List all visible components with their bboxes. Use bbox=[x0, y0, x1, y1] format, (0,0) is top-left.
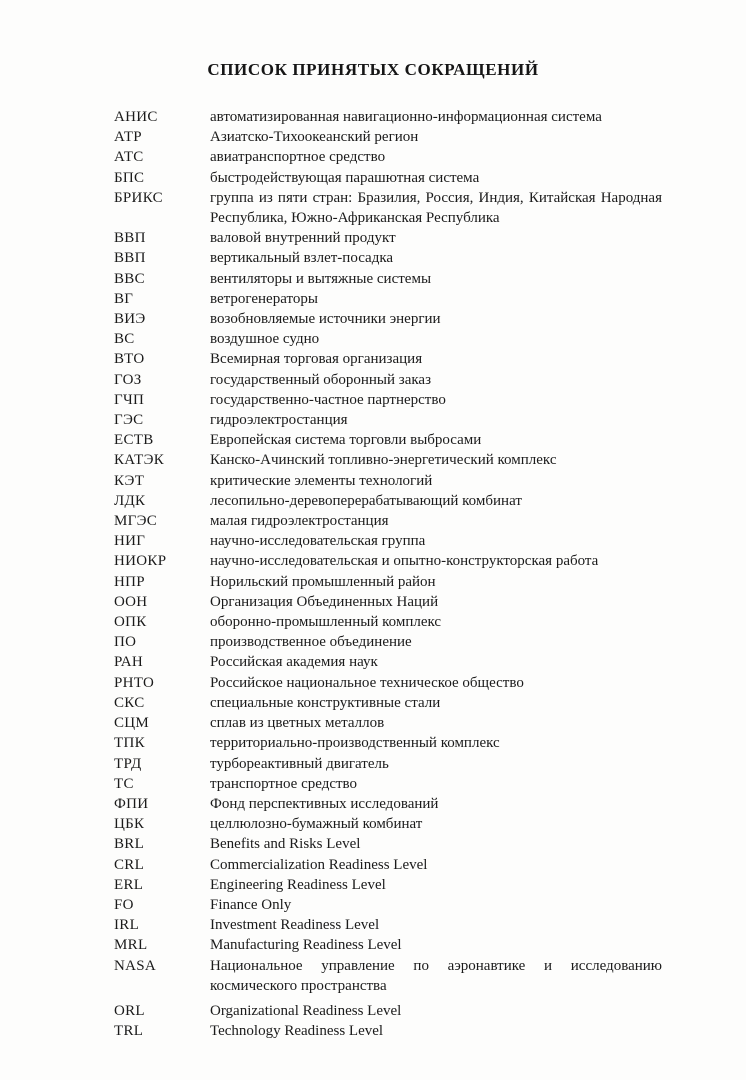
abbreviation-term: НПР bbox=[114, 573, 145, 590]
abbreviation-definition: территориально-производственный комплекс bbox=[210, 735, 500, 752]
abbreviation-term: КЭТ bbox=[114, 472, 145, 489]
abbreviation-row bbox=[114, 693, 662, 713]
abbreviation-row bbox=[114, 329, 662, 349]
abbreviation-term: CRL bbox=[114, 856, 145, 873]
abbreviation-row bbox=[114, 289, 662, 309]
abbreviation-definition: Investment Readiness Level bbox=[210, 917, 380, 934]
abbreviation-row bbox=[114, 531, 662, 551]
abbreviation-definition: государственный оборонный заказ bbox=[210, 371, 432, 388]
abbreviation-row bbox=[114, 269, 662, 289]
abbreviation-row bbox=[114, 309, 662, 329]
abbreviation-row bbox=[114, 915, 662, 935]
abbreviation-row bbox=[114, 511, 662, 531]
page-title: СПИСОК ПРИНЯТЫХ СОКРАЩЕНИЙ bbox=[207, 60, 539, 79]
abbreviation-term: ВС bbox=[114, 331, 135, 348]
abbreviation-term: IRL bbox=[114, 917, 140, 934]
abbreviation-definition: Finance Only bbox=[210, 896, 292, 913]
abbreviation-definition: Европейская система торговли выбросами bbox=[210, 432, 482, 449]
abbreviation-term: ГЭС bbox=[114, 412, 144, 429]
abbreviation-definition: лесопильно-деревоперерабатывающий комбинат bbox=[210, 492, 522, 509]
abbreviation-definition: Организация Объединенных Наций bbox=[210, 593, 439, 610]
abbreviation-term: ВИЭ bbox=[114, 311, 146, 328]
abbreviation-term: СКС bbox=[114, 694, 145, 711]
abbreviation-row bbox=[114, 349, 662, 369]
abbreviation-term: FO bbox=[114, 896, 134, 913]
abbreviation-definition: Benefits and Risks Level bbox=[210, 836, 361, 853]
abbreviation-term: ГОЗ bbox=[114, 371, 142, 388]
abbreviation-row bbox=[114, 956, 662, 996]
abbreviation-definition: Азиатско-Тихоокеанский регион bbox=[210, 129, 419, 146]
abbreviation-definition: критические элементы технологий bbox=[210, 472, 433, 489]
abbreviation-row bbox=[114, 713, 662, 733]
abbreviation-term: ERL bbox=[114, 876, 144, 893]
abbreviation-definition: научно-исследовательская и опытно-конструкторская работа bbox=[210, 553, 599, 570]
abbreviation-definition: сплав из цветных металлов bbox=[210, 715, 385, 732]
abbreviation-row bbox=[114, 147, 662, 167]
abbreviation-term: MRL bbox=[114, 937, 148, 954]
abbreviation-row bbox=[114, 248, 662, 268]
abbreviation-definition: автоматизированная навигационно-информационная система bbox=[210, 109, 602, 125]
abbreviation-definition: государственно-частное партнерство bbox=[210, 391, 446, 408]
abbreviation-row bbox=[114, 754, 662, 774]
abbreviation-term: NASA bbox=[114, 957, 157, 974]
abbreviation-definition: воздушное судно bbox=[210, 331, 320, 348]
abbreviation-row bbox=[114, 188, 662, 228]
abbreviation-definition: Manufacturing Readiness Level bbox=[210, 937, 402, 954]
abbreviation-definition: группа из пяти стран: Бразилия, Россия, Индия, Китайская Народная Республика, Южно-Африканская Республика bbox=[210, 189, 662, 227]
abbreviation-term: БПС bbox=[114, 169, 145, 186]
abbreviation-term: ТС bbox=[114, 775, 134, 792]
abbreviation-term: АНИС bbox=[114, 109, 158, 125]
abbreviation-row bbox=[114, 430, 662, 450]
abbreviation-definition: целлюлозно-бумажный комбинат bbox=[210, 816, 423, 833]
abbreviation-term: СЦМ bbox=[114, 715, 150, 732]
abbreviation-definition: Канско-Ачинский топливно-энергетический комплекс bbox=[210, 452, 557, 469]
abbreviation-row bbox=[114, 450, 662, 470]
abbreviation-definition: научно-исследовательская группа bbox=[210, 533, 426, 550]
abbreviation-definition: ветрогенераторы bbox=[210, 290, 318, 307]
abbreviation-term: BRL bbox=[114, 836, 145, 853]
abbreviation-definition: авиатранспортное средство bbox=[210, 149, 386, 166]
abbreviation-row bbox=[114, 774, 662, 794]
abbreviation-definition: возобновляемые источники энергии bbox=[210, 311, 441, 328]
abbreviation-row bbox=[114, 895, 662, 915]
abbreviation-row bbox=[114, 814, 662, 834]
abbreviation-term: ТПК bbox=[114, 735, 145, 752]
abbreviation-row bbox=[114, 652, 662, 672]
abbreviation-row bbox=[114, 733, 662, 753]
abbreviation-row bbox=[114, 673, 662, 693]
abbreviation-row bbox=[114, 572, 662, 592]
abbreviation-definition: Всемирная торговая организация bbox=[210, 351, 423, 368]
abbreviation-row bbox=[114, 935, 662, 955]
abbreviation-definition: Российская академия наук bbox=[210, 654, 378, 671]
abbreviation-term: ORL bbox=[114, 1002, 145, 1019]
abbreviation-row bbox=[114, 390, 662, 410]
abbreviation-term: ВТО bbox=[114, 351, 145, 368]
abbreviation-definition: гидроэлектростанция bbox=[210, 412, 348, 429]
abbreviation-row bbox=[114, 228, 662, 248]
abbreviation-definition: Engineering Readiness Level bbox=[210, 876, 386, 893]
abbreviation-definition: Норильский промышленный район bbox=[210, 573, 436, 590]
abbreviation-definition: Commercialization Readiness Level bbox=[210, 856, 428, 873]
abbreviation-definition: Organizational Readiness Level bbox=[210, 1002, 402, 1019]
abbreviation-definition: быстродействующая парашютная система bbox=[210, 169, 480, 186]
abbreviation-row bbox=[114, 168, 662, 188]
abbreviation-row bbox=[114, 834, 662, 854]
abbreviation-definition: валовой внутренний продукт bbox=[210, 230, 396, 247]
abbreviation-term: ООН bbox=[114, 593, 148, 610]
abbreviation-row bbox=[114, 794, 662, 814]
abbreviation-term: ТРД bbox=[114, 755, 142, 772]
abbreviation-definition: оборонно-промышленный комплекс bbox=[210, 614, 442, 631]
abbreviation-definition: Фонд перспективных исследований bbox=[210, 795, 439, 812]
abbreviation-definition: Technology Readiness Level bbox=[210, 1023, 384, 1040]
abbreviation-term: ВГ bbox=[114, 290, 134, 307]
abbreviation-definition: транспортное средство bbox=[210, 775, 358, 792]
abbreviation-term: ВВП bbox=[114, 230, 146, 247]
abbreviation-term: ПО bbox=[114, 634, 137, 651]
abbreviation-term: ФПИ bbox=[114, 795, 149, 812]
abbreviation-term: МГЭС bbox=[114, 513, 158, 530]
abbreviation-definition: Национальное управление по аэронавтике и исследованию космического пространства bbox=[210, 957, 662, 994]
abbreviation-term: ЕСТВ bbox=[114, 432, 154, 449]
abbreviation-row bbox=[114, 551, 662, 571]
abbreviation-term: TRL bbox=[114, 1023, 144, 1040]
abbreviation-term: НИОКР bbox=[114, 553, 167, 570]
abbreviation-row bbox=[114, 1001, 662, 1021]
abbreviation-term: АТС bbox=[114, 149, 144, 166]
abbreviation-list bbox=[0, 107, 746, 1041]
abbreviation-term: ЛДК bbox=[114, 492, 146, 509]
abbreviation-term: АТР bbox=[114, 129, 142, 146]
abbreviation-term: РНТО bbox=[114, 674, 155, 691]
abbreviation-term: НИГ bbox=[114, 533, 146, 550]
abbreviation-term: ОПК bbox=[114, 614, 147, 631]
abbreviation-definition: специальные конструктивные стали bbox=[210, 694, 441, 711]
abbreviation-row bbox=[114, 855, 662, 875]
abbreviation-term: РАН bbox=[114, 654, 143, 671]
abbreviation-definition: вертикальный взлет-посадка bbox=[210, 250, 394, 267]
abbreviation-term: ГЧП bbox=[114, 391, 145, 408]
abbreviation-row bbox=[114, 491, 662, 511]
abbreviation-row bbox=[114, 612, 662, 632]
abbreviation-row bbox=[114, 370, 662, 390]
abbreviation-term: БРИКС bbox=[114, 189, 163, 206]
abbreviation-definition: Российское национальное техническое общество bbox=[210, 674, 524, 691]
abbreviation-row bbox=[114, 471, 662, 491]
abbreviation-definition: турбореактивный двигатель bbox=[210, 755, 389, 772]
abbreviation-row bbox=[114, 107, 662, 127]
abbreviation-term: КАТЭК bbox=[114, 452, 165, 469]
abbreviation-row bbox=[114, 127, 662, 147]
abbreviation-term: ВВП bbox=[114, 250, 146, 267]
abbreviation-row bbox=[114, 592, 662, 612]
abbreviation-row bbox=[114, 632, 662, 652]
abbreviation-definition: производственное объединение bbox=[210, 634, 412, 651]
abbreviation-definition: малая гидроэлектростанция bbox=[210, 513, 389, 530]
abbreviation-row bbox=[114, 1021, 662, 1041]
abbreviation-term: ВВС bbox=[114, 270, 145, 287]
abbreviation-definition: вентиляторы и вытяжные системы bbox=[210, 270, 432, 287]
abbreviation-row bbox=[114, 410, 662, 430]
abbreviation-row bbox=[114, 875, 662, 895]
abbreviation-term: ЦБК bbox=[114, 816, 145, 833]
